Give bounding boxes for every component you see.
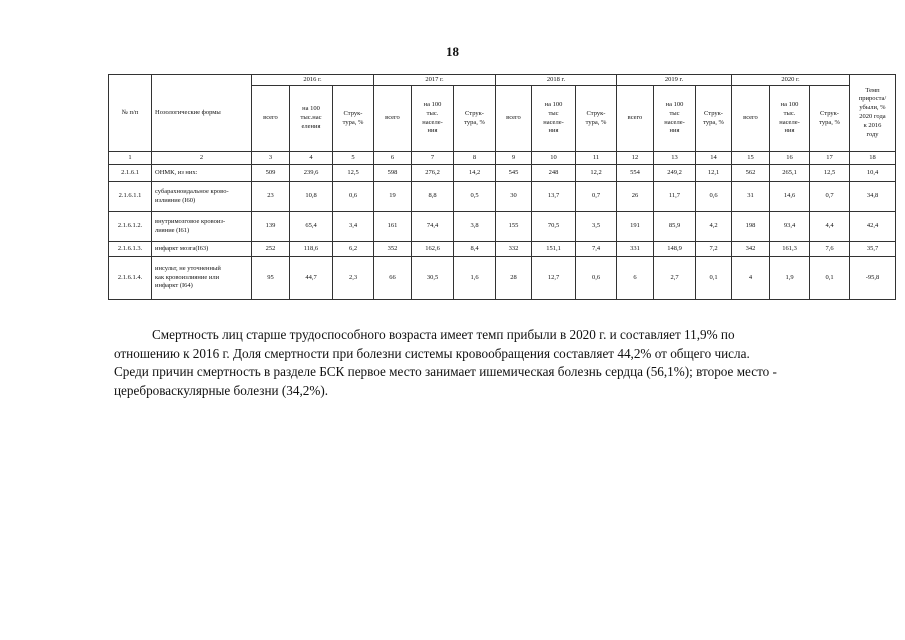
column-number-cell: 11	[576, 152, 617, 165]
value-cell: 249,2	[654, 165, 696, 182]
value-cell: 352	[374, 242, 412, 257]
header-growth-rate: Темп прироста/ убыли, % 2020 года к 2016 году	[850, 75, 896, 152]
value-cell: 0,1	[810, 257, 850, 300]
value-cell: 0,6	[696, 182, 732, 212]
value-cell: 85,9	[654, 212, 696, 242]
value-cell: 198	[732, 212, 770, 242]
value-cell: 598	[374, 165, 412, 182]
value-cell: 10,8	[290, 182, 333, 212]
value-cell: 10,4	[850, 165, 896, 182]
table-row	[109, 257, 896, 300]
subheader-total: всего	[732, 86, 770, 152]
subheader-total: всего	[617, 86, 654, 152]
column-number-cell: 1	[109, 152, 152, 165]
value-cell: 13,7	[532, 182, 576, 212]
row-number-cell: 2.1.6.1.3.	[109, 242, 152, 257]
value-cell: 95	[252, 257, 290, 300]
value-cell: 0,6	[576, 257, 617, 300]
value-cell: 4,2	[696, 212, 732, 242]
header-year-2016: 2016 г.	[252, 75, 374, 86]
column-number-cell: 8	[454, 152, 496, 165]
value-cell: 151,1	[532, 242, 576, 257]
value-cell: 276,2	[412, 165, 454, 182]
column-number-cell: 13	[654, 152, 696, 165]
value-cell: 8,8	[412, 182, 454, 212]
value-cell: 2,7	[654, 257, 696, 300]
value-cell: 148,9	[654, 242, 696, 257]
value-cell: 155	[496, 212, 532, 242]
header-year-2018: 2018 г.	[496, 75, 617, 86]
value-cell: 0,7	[810, 182, 850, 212]
value-cell: 44,7	[290, 257, 333, 300]
subheader-total: всего	[496, 86, 532, 152]
subheader-per-100k: на 100 тыс населе- ния	[654, 86, 696, 152]
value-cell: 3,5	[576, 212, 617, 242]
header-nosological-forms: Нозологические формы	[152, 75, 252, 152]
nosological-form-cell: внутримозговое кровоиз- лияние (I61)	[152, 212, 252, 242]
column-number-cell: 3	[252, 152, 290, 165]
value-cell: 2,3	[333, 257, 374, 300]
table-row	[109, 165, 896, 182]
value-cell: 65,4	[290, 212, 333, 242]
nosological-form-cell: ОНМК, из них:	[152, 165, 252, 182]
value-cell: 342	[732, 242, 770, 257]
value-cell: 0,1	[696, 257, 732, 300]
subheader-per-100k: на 100 тыс. населе- ния	[770, 86, 810, 152]
paragraph-line: отношению к 2016 г. Доля смертности при болезни системы кровообращения составляет 44,2% от общего числа.	[114, 345, 750, 361]
value-cell: 23	[252, 182, 290, 212]
value-cell: 12,5	[333, 165, 374, 182]
value-cell: 7,4	[576, 242, 617, 257]
value-cell: 239,6	[290, 165, 333, 182]
value-cell: 12,2	[576, 165, 617, 182]
value-cell: 1,9	[770, 257, 810, 300]
value-cell: 12,7	[532, 257, 576, 300]
value-cell: 30,5	[412, 257, 454, 300]
value-cell: 545	[496, 165, 532, 182]
paragraph-line: Среди причин смертность в разделе БСК первое место занимает ишемическая болезнь сердца (56,1%); второе место -	[114, 364, 777, 380]
value-cell: 42,4	[850, 212, 896, 242]
table-row	[109, 212, 896, 242]
value-cell: 28	[496, 257, 532, 300]
value-cell: 6	[617, 257, 654, 300]
value-cell: -95,8	[850, 257, 896, 300]
value-cell: 7,6	[810, 242, 850, 257]
value-cell: 162,6	[412, 242, 454, 257]
header-number: № п/п	[109, 75, 152, 152]
value-cell: 161	[374, 212, 412, 242]
row-number-cell: 2.1.6.1.4.	[109, 257, 152, 300]
value-cell: 31	[732, 182, 770, 212]
value-cell: 252	[252, 242, 290, 257]
subheader-structure: Струк- тура, %	[810, 86, 850, 152]
value-cell: 12,1	[696, 165, 732, 182]
nosological-form-cell: инфаркт мозга(I63)	[152, 242, 252, 257]
row-number-cell: 2.1.6.1.1	[109, 182, 152, 212]
value-cell: 70,5	[532, 212, 576, 242]
value-cell: 4,4	[810, 212, 850, 242]
header-year-2017: 2017 г.	[374, 75, 496, 86]
column-number-cell: 18	[850, 152, 896, 165]
subheader-structure: Струк- тура, %	[333, 86, 374, 152]
value-cell: 191	[617, 212, 654, 242]
value-cell: 19	[374, 182, 412, 212]
column-number-cell: 14	[696, 152, 732, 165]
value-cell: 35,7	[850, 242, 896, 257]
value-cell: 554	[617, 165, 654, 182]
column-number-cell: 9	[496, 152, 532, 165]
value-cell: 93,4	[770, 212, 810, 242]
value-cell: 509	[252, 165, 290, 182]
value-cell: 34,8	[850, 182, 896, 212]
value-cell: 11,7	[654, 182, 696, 212]
table-row	[109, 242, 896, 257]
subheader-per-100k: на 100 тыс. населе- ния	[412, 86, 454, 152]
value-cell: 248	[532, 165, 576, 182]
column-number-cell: 10	[532, 152, 576, 165]
header-year-2019: 2019 г.	[617, 75, 732, 86]
paragraph-line: Смертность лиц старше трудоспособного возраста имеет темп прибыли в 2020 г. и составляет 11,9% по	[152, 327, 735, 342]
value-cell: 26	[617, 182, 654, 212]
column-number-cell: 7	[412, 152, 454, 165]
column-number-cell: 16	[770, 152, 810, 165]
header-year-2020: 2020 г.	[732, 75, 850, 86]
mortality-table	[108, 74, 896, 300]
value-cell: 1,6	[454, 257, 496, 300]
value-cell: 331	[617, 242, 654, 257]
row-number-cell: 2.1.6.1.2.	[109, 212, 152, 242]
value-cell: 265,1	[770, 165, 810, 182]
column-number-cell: 17	[810, 152, 850, 165]
subheader-structure: Струк- тура, %	[576, 86, 617, 152]
column-number-cell: 5	[333, 152, 374, 165]
value-cell: 14,6	[770, 182, 810, 212]
value-cell: 332	[496, 242, 532, 257]
value-cell: 562	[732, 165, 770, 182]
value-cell: 0,7	[576, 182, 617, 212]
page-number: 18	[446, 44, 459, 59]
table-row	[109, 182, 896, 212]
column-number-cell: 12	[617, 152, 654, 165]
column-number-cell: 6	[374, 152, 412, 165]
value-cell: 139	[252, 212, 290, 242]
value-cell: 30	[496, 182, 532, 212]
subheader-per-100k: на 100 тыс населе- ния	[532, 86, 576, 152]
column-number-cell: 15	[732, 152, 770, 165]
paragraph-line: цереброваскулярные болезни (34,2%).	[114, 382, 329, 398]
value-cell: 118,6	[290, 242, 333, 257]
value-cell: 12,5	[810, 165, 850, 182]
column-number-cell: 2	[152, 152, 252, 165]
subheader-structure: Струк- тура, %	[454, 86, 496, 152]
value-cell: 3,4	[333, 212, 374, 242]
column-number-cell: 4	[290, 152, 333, 165]
body-paragraph	[114, 326, 878, 400]
value-cell: 0,6	[333, 182, 374, 212]
value-cell: 8,4	[454, 242, 496, 257]
column-number-row	[109, 152, 896, 165]
value-cell: 14,2	[454, 165, 496, 182]
value-cell: 7,2	[696, 242, 732, 257]
value-cell: 161,3	[770, 242, 810, 257]
subheader-total: всего	[252, 86, 290, 152]
subheader-per-100k: на 100 тыс.нас еления	[290, 86, 333, 152]
subheader-total: всего	[374, 86, 412, 152]
value-cell: 0,5	[454, 182, 496, 212]
nosological-form-cell: субарахноидальное крово- излияние (I60)	[152, 182, 252, 212]
value-cell: 4	[732, 257, 770, 300]
value-cell: 3,8	[454, 212, 496, 242]
row-number-cell: 2.1.6.1	[109, 165, 152, 182]
value-cell: 6,2	[333, 242, 374, 257]
value-cell: 74,4	[412, 212, 454, 242]
subheader-structure: Струк- тура, %	[696, 86, 732, 152]
value-cell: 66	[374, 257, 412, 300]
nosological-form-cell: инсульт, не уточненный как кровоизлияние или инфаркт (I64)	[152, 257, 252, 300]
